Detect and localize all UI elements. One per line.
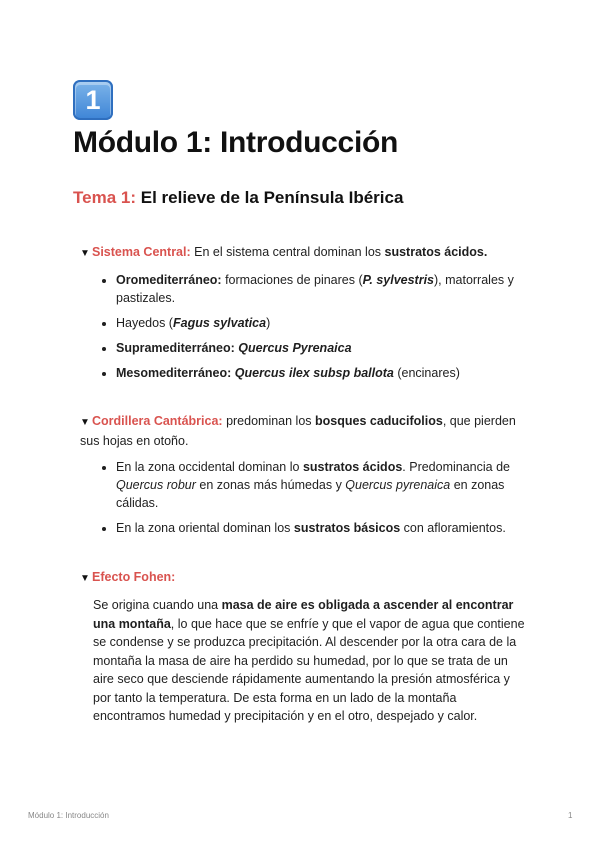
section-intro-end: , que pierden sus hojas en otoño. [80,414,516,448]
toggle-cordillera-cantabrica [80,412,530,544]
paragraph-text: Se origina cuando una [93,598,222,612]
page-number: 1 [568,811,573,820]
item-text: con afloramientos. [400,521,506,535]
item-bold: sustratos ácidos [302,460,403,474]
paragraph-bold: masa de aire es obligada a ascender al encontrar una montaña [93,598,514,631]
toggle-sistema-central [80,243,530,389]
item-species: Quercus pyrenaica [345,478,451,492]
item-text: Hayedos ( [116,316,173,330]
toggle-triangle-icon[interactable]: ▼ [80,417,90,428]
item-text: (encinares) [393,366,460,380]
item-bold: Oromediterráneo: [116,273,222,287]
list-item [116,519,530,537]
list-item [116,339,530,357]
item-text: En la zona occidental dominan lo [116,460,303,474]
paragraph-text: , lo que hace que se enfríe y que el vapor de agua que contiene se condense y se produzca precipitación. Al descender por la otra cara de la montaña la masa de aire ha perdido su humedad, por lo que se trata de un aire seco que desciende rápidamente aumentando la presión atmosférica y por tanto la temperatura. De esta forma en un lado de la montaña encontramos humedad y precipitación y en el otro, despejado y calor. [93,616,525,723]
keycap-one-icon: 1 [73,80,113,120]
list-item [116,314,530,332]
item-species: Quercus robur [116,478,196,492]
bullet-list [80,271,530,382]
toggle-efecto-fohen [80,568,530,726]
item-text: . Predominancia de [402,460,510,474]
item-text: formaciones de pinares ( [221,273,363,287]
item-species: Quercus Pyrenaica [238,341,352,355]
item-text: en zonas más húmedas y [195,478,346,492]
item-species: P. sylvestris [362,273,434,287]
list-item [116,458,530,512]
bullet-list [80,458,530,537]
item-text: en zonas cálidas. [116,478,505,510]
section-title: Cordillera Cantábrica: [92,414,223,428]
item-species: Fagus sylvatica [172,316,267,330]
item-species: Quercus ilex subsp ballota [234,366,394,380]
section-title: Sistema Central: [92,245,191,259]
toggle-triangle-icon[interactable]: ▼ [80,248,90,259]
section-intro-bold: bosques caducifolios [315,414,443,428]
item-text: ) [266,316,271,330]
item-bold: sustratos básicos [293,521,401,535]
item-text: En la zona oriental dominan los [116,521,294,535]
paragraph [93,596,530,726]
item-text: ), matorrales y pastizales. [116,273,514,305]
section-intro-bold: sustratos ácidos. [384,245,488,259]
toggle-triangle-icon[interactable]: ▼ [80,573,90,584]
topic-heading [73,188,403,208]
item-bold: Mesomediterráneo: [116,366,235,380]
topic-label: Tema 1: [73,188,136,207]
section-title: Efecto Fohen: [92,570,176,584]
section-intro: predominan los [222,414,316,428]
section-intro: En el sistema central dominan los [194,245,385,259]
list-item [116,271,530,307]
item-bold: Supramediterráneo: [116,341,239,355]
page-title: Módulo 1: Introducción [73,126,399,159]
list-item [116,364,530,382]
topic-title: El relieve de la Península Ibérica [140,188,404,207]
footer-title: Módulo 1: Introducción [28,811,109,820]
